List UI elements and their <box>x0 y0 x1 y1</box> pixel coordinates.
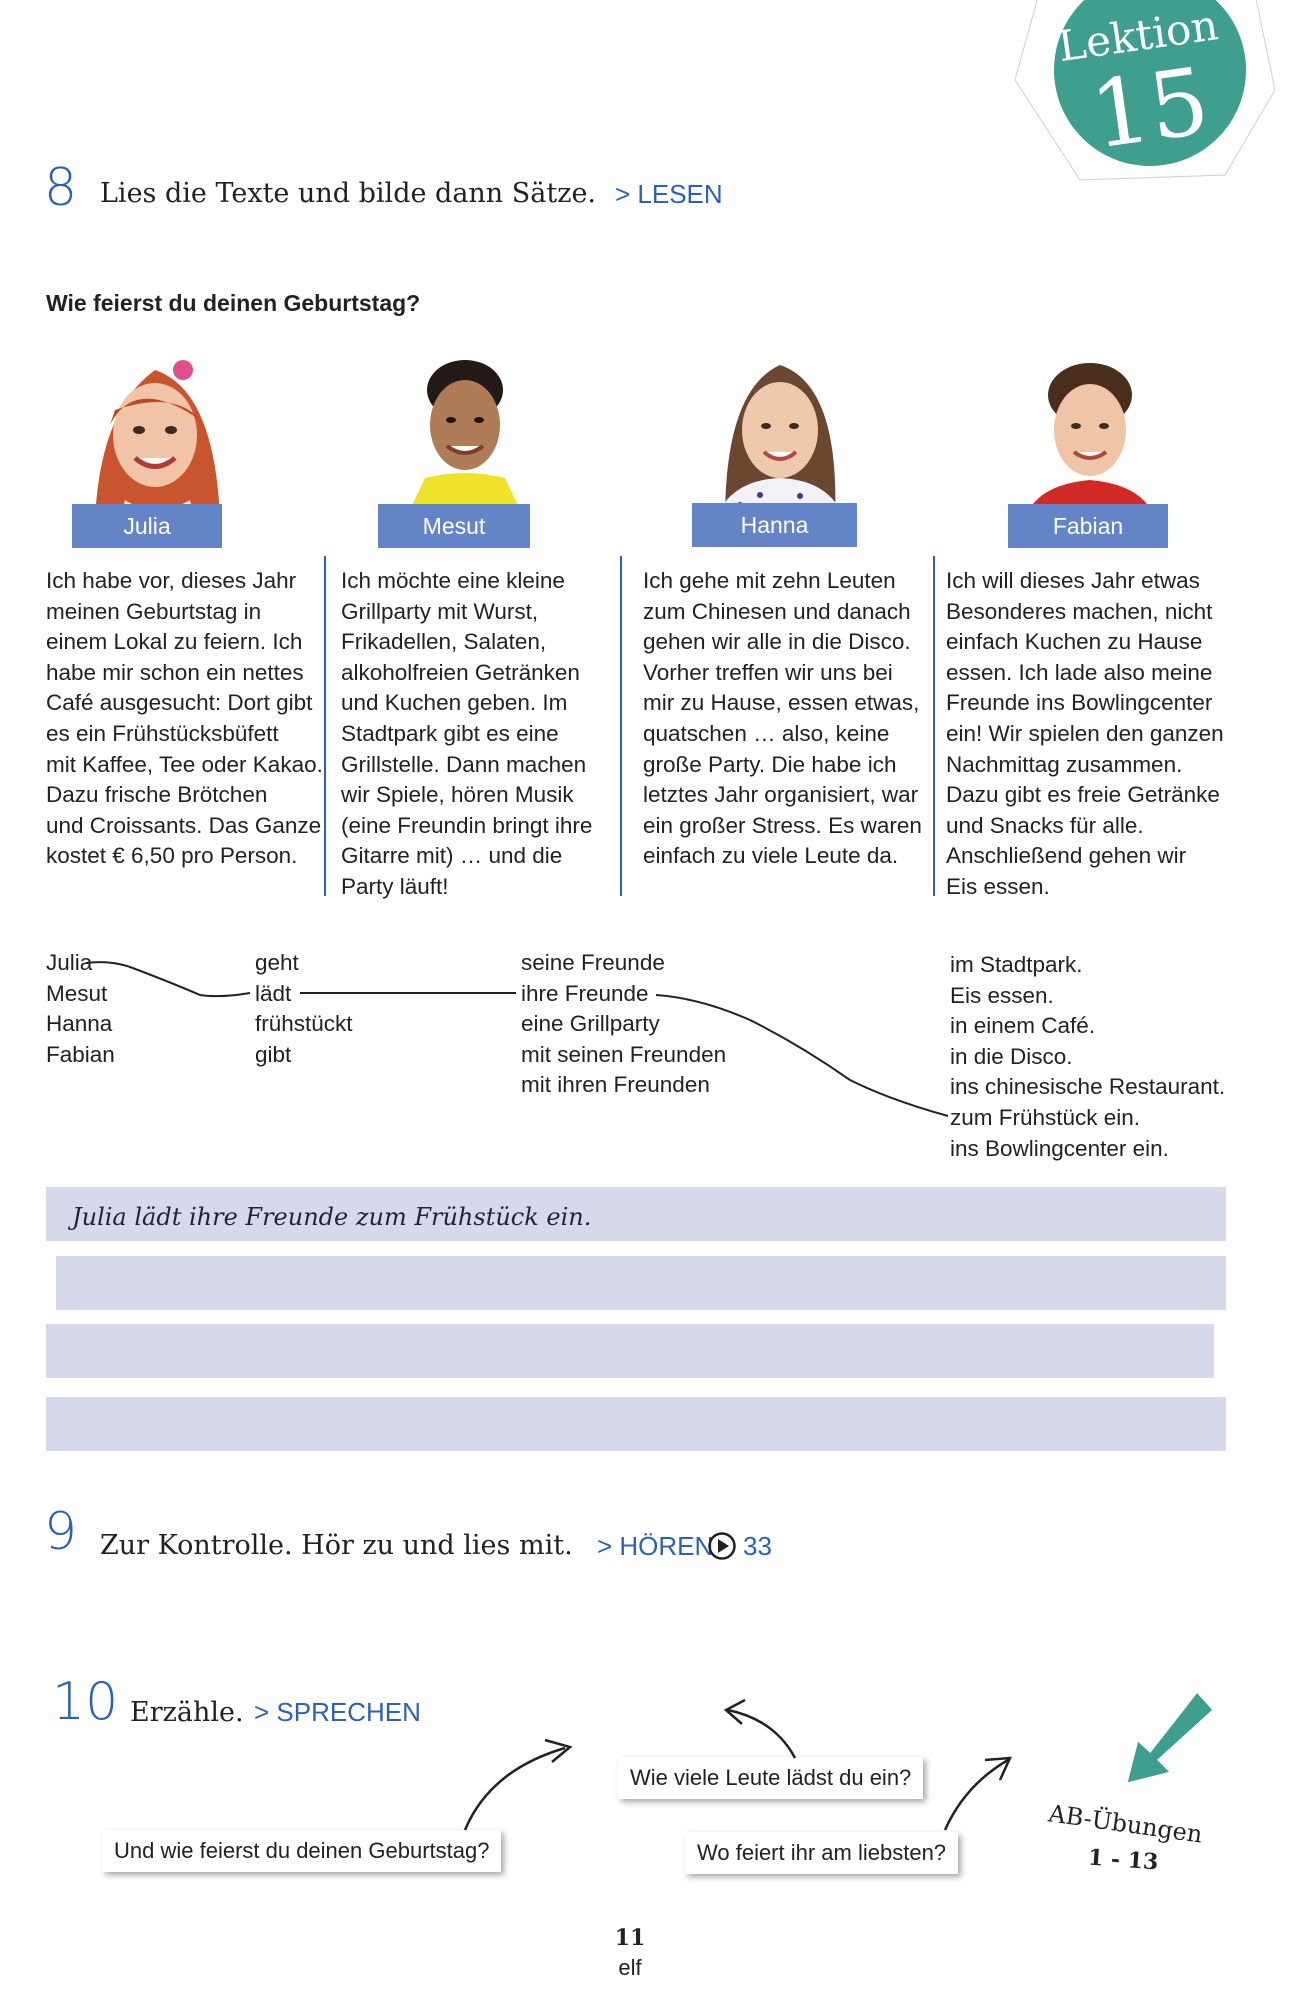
match-item[interactable]: geht <box>255 950 299 975</box>
speech-bubble-where: Wo feiert ihr am liebsten? <box>685 1832 958 1874</box>
text-line: mir zu Hause, essen etwas, <box>643 690 920 716</box>
text-line: Freunde ins Bowlingcenter <box>946 690 1213 716</box>
answer-line[interactable] <box>46 1397 1226 1451</box>
ab-uebungen-label: AB-Übungen <box>1046 1799 1205 1849</box>
text-line: einem Lokal zu feiern. Ich <box>46 629 303 655</box>
speech-bubble-how-celebrate: Und wie feierst du deinen Geburtstag? <box>102 1830 501 1872</box>
match-item[interactable]: lädt <box>255 980 292 1006</box>
lektion-label: Lektion <box>1054 0 1222 72</box>
match-item[interactable]: zum Frühstück ein. <box>950 1104 1141 1130</box>
match-item[interactable]: Fabian <box>46 1041 115 1067</box>
name-julia: Julia <box>72 504 222 548</box>
text-line: Ich gehe mit zehn Leuten <box>643 568 896 593</box>
text-line: quatschen … also, keine <box>643 720 890 746</box>
text-line: ein! Wir spielen den ganzen <box>946 720 1224 746</box>
column-divider <box>620 556 622 896</box>
text-line: Vorher treffen wir uns bei <box>643 659 893 685</box>
example-answer: Julia lädt ihre Freunde zum Frühstück ein. <box>72 1203 592 1231</box>
name-fabian: Fabian <box>1008 504 1168 548</box>
text-line: (eine Freundin bringt ihre <box>341 812 593 838</box>
mesut-text <box>341 566 592 903</box>
column-divider <box>324 556 326 896</box>
text-line: ein großer Stress. Es waren <box>643 812 922 838</box>
match-item[interactable]: Hanna <box>46 1011 113 1037</box>
exercise-9-number: 9 <box>44 1502 78 1562</box>
fabian-portrait <box>990 350 1190 520</box>
play-icon[interactable] <box>707 1531 737 1561</box>
mesut-portrait <box>365 350 565 520</box>
text-line: Gitarre mit) … und die <box>341 843 563 869</box>
exercise-10-title: Erzähle. <box>130 1697 244 1728</box>
julia-text <box>46 566 323 872</box>
answer-line[interactable] <box>46 1324 1214 1378</box>
text-line: essen. Ich lade also meine <box>946 659 1213 685</box>
audio-track-number[interactable]: 33 <box>743 1531 772 1561</box>
exercise-10-skill: > SPRECHEN <box>254 1697 421 1727</box>
exercise-10-number: 10 <box>52 1672 119 1732</box>
exercise-9-skill: > HÖREN <box>597 1531 714 1561</box>
text-line: Dazu gibt es freie Getränke <box>946 782 1220 808</box>
text-line: gehen wir alle in die Disco. <box>643 629 911 655</box>
text-line: kostet € 6,50 pro Person. <box>46 843 298 869</box>
match-item[interactable]: in einem Café. <box>950 1013 1096 1039</box>
text-line: einfach Kuchen zu Hause <box>946 629 1203 655</box>
page-number-word: elf <box>618 1955 642 1980</box>
lektion-badge <box>1010 0 1280 200</box>
match-connector-lines <box>0 940 1305 1130</box>
hanna-text <box>643 566 922 872</box>
text-line: Ich will dieses Jahr etwas <box>946 568 1200 593</box>
answer-line[interactable] <box>56 1256 1226 1310</box>
speech-bubble-how-many: Wie viele Leute lädst du ein? <box>618 1757 923 1799</box>
text-line: Frikadellen, Salaten, <box>341 629 547 655</box>
match-item[interactable]: frühstückt <box>255 1011 353 1037</box>
match-item[interactable]: eine Grillparty <box>521 1011 660 1037</box>
text-line: Besonderes machen, nicht <box>946 598 1213 624</box>
text-line: einfach zu viele Leute da. <box>643 843 899 869</box>
hanna-portrait <box>680 350 880 520</box>
fabian-text <box>946 566 1224 903</box>
page-number: 11 <box>614 1925 646 1951</box>
text-line: Café ausgesucht: Dort gibt <box>46 690 313 716</box>
exercise-8-title: Lies die Texte und bilde dann Sätze. <box>100 178 597 209</box>
match-item[interactable]: Julia <box>46 950 93 975</box>
text-line: Anschließend gehen wir <box>946 843 1187 869</box>
exercise-8-skill: > LESEN <box>615 179 723 209</box>
name-hanna: Hanna <box>692 503 857 547</box>
text-line: wir Spiele, hören Musik <box>341 782 574 808</box>
text-line: letztes Jahr organisiert, war <box>643 782 919 808</box>
text-line: Dazu frische Brötchen <box>46 782 268 808</box>
text-line: meinen Geburtstag in <box>46 598 262 624</box>
text-line: alkoholfreien Getränken <box>341 659 580 685</box>
text-line: habe mir schon ein nettes <box>46 659 304 685</box>
text-line: Ich möchte eine kleine <box>341 568 565 593</box>
match-item[interactable]: im Stadtpark. <box>950 952 1083 977</box>
text-line: und Kuchen geben. Im <box>341 690 568 716</box>
name-mesut: Mesut <box>378 504 530 548</box>
text-line: Nachmittag zusammen. <box>946 751 1183 777</box>
text-line: Eis essen. <box>946 873 1050 899</box>
lektion-number: 15 <box>1084 47 1216 170</box>
exercise-8-number: 8 <box>44 158 78 218</box>
match-item[interactable]: Eis essen. <box>950 982 1054 1008</box>
text-line: Party läuft! <box>341 873 449 899</box>
text-line: große Party. Die habe ich <box>643 751 897 777</box>
match-item[interactable]: in die Disco. <box>950 1043 1073 1069</box>
text-line: und Croissants. Das Ganze <box>46 812 322 838</box>
column-divider <box>933 556 935 896</box>
match-item[interactable]: mit ihren Freunden <box>521 1072 710 1098</box>
text-line: Grillparty mit Wurst, <box>341 598 539 624</box>
text-line: Stadtpark gibt es eine <box>341 720 559 746</box>
ab-arrow-icon <box>1105 1680 1225 1805</box>
match-item[interactable]: ins chinesische Restaurant. <box>950 1074 1226 1100</box>
match-item[interactable]: gibt <box>255 1041 292 1067</box>
text-line: Ich habe vor, dieses Jahr <box>46 568 297 593</box>
text-line: es ein Frühstücksbüfett <box>46 720 279 746</box>
match-item[interactable]: ins Bowlingcenter ein. <box>950 1135 1169 1161</box>
match-item[interactable]: seine Freunde <box>521 950 665 975</box>
text-line: und Snacks für alle. <box>946 812 1144 838</box>
julia-portrait <box>55 350 255 520</box>
ab-uebungen-range: 1 - 13 <box>1087 1844 1160 1876</box>
match-item[interactable]: Mesut <box>46 980 108 1006</box>
exercise-9-title: Zur Kontrolle. Hör zu und lies mit. <box>100 1530 573 1561</box>
match-item[interactable]: mit seinen Freunden <box>521 1041 727 1067</box>
text-line: Grillstelle. Dann machen <box>341 751 587 777</box>
text-line: mit Kaffee, Tee oder Kakao. <box>46 751 323 777</box>
match-item[interactable]: ihre Freunde <box>521 980 649 1006</box>
text-line: zum Chinesen und danach <box>643 598 911 624</box>
birthday-question: Wie feierst du deinen Geburtstag? <box>46 290 421 316</box>
